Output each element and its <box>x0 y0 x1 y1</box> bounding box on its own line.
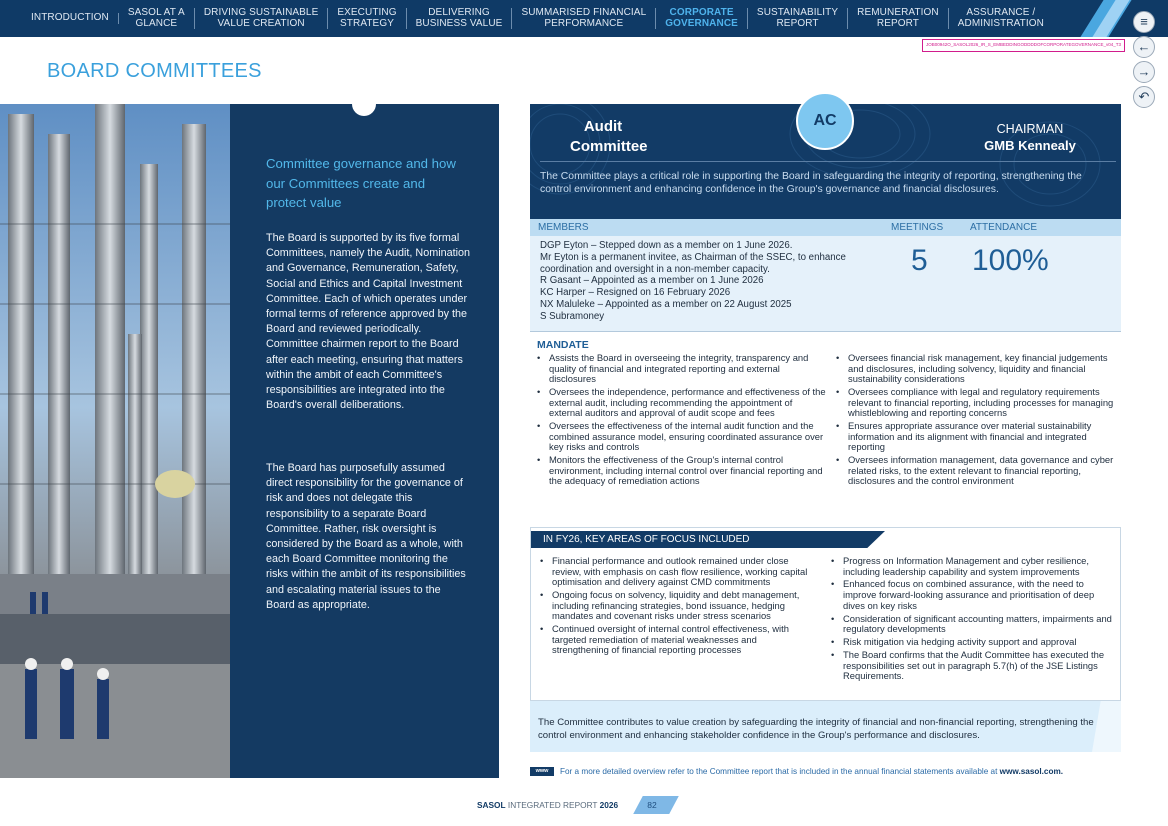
panel-heading: Committee governance and how our Committees create and protect value <box>266 156 456 210</box>
members-header-bar <box>530 219 1121 236</box>
page-number: 82 <box>647 800 657 810</box>
member-line: KC Harper – Resigned on 16 February 2026 <box>540 287 731 299</box>
list-item: • The Board confirms that the Audit Committee has executed the responsibilities set out in paragraph 5.7(h) of the JSE Listings Requirements. <box>831 650 1113 682</box>
chairman-role: CHAIRMAN <box>996 122 1064 136</box>
member-line: Mr Eyton is a permanent invitee, as Chairman of the SSEC, to enhance <box>540 251 846 263</box>
mandate-title: MANDATE <box>537 339 589 351</box>
nav-item-2[interactable]: DRIVING SUSTAINABLE VALUE CREATION <box>195 8 329 29</box>
list-item: • Oversees the effectiveness of the internal audit function and the combined assurance model, ensuring coordinated assurance over key risks and controls <box>537 421 827 453</box>
arrow-left-icon: ← <box>1137 39 1151 54</box>
footer-label: INTEGRATED REPORT <box>505 800 600 810</box>
member-line: coordination and oversight in a non-member capacity. <box>540 263 770 275</box>
return-button[interactable] <box>1133 86 1155 108</box>
committee-description: The Committee plays a critical role in supporting the Board in safeguarding the integrity of reporting, strengthening the control environment and enhancing confidence in the Group's governance and financial disclosures. <box>540 171 1082 195</box>
list-item: • Monitors the effectiveness of the Group's internal control environment, including internal control over financial reporting and the adequacy of remediation actions <box>537 455 827 487</box>
focus-list-right <box>831 556 1113 684</box>
www-note-text: For a more detailed overview refer to the Committee report that is included in the annual financial statements available at <box>560 767 1000 776</box>
panel-paragraph-2: The Board has purposefully assumed direct responsibility for the governance of risk and does not delegate this responsibility to a separate Board Committee. Rather, risk oversight is considered by the Board as a whole, with each Board Committee monitoring the risks within the ambit of its responsibilities and escalating material issues to the Board as appropriate. <box>266 462 466 611</box>
focus-list-left <box>540 556 810 658</box>
list-item: • Ongoing focus on solvency, liquidity and debt management, including refinancing strategies, bond issuance, hedging mandates and covenant risks under stress scenarios <box>540 590 810 622</box>
refinery-illustration <box>0 104 230 778</box>
refinery-photo <box>0 104 230 778</box>
top-navigation <box>0 0 1168 37</box>
header-divider <box>540 161 1116 162</box>
chairman-name: GMB Kennealy <box>984 138 1076 153</box>
list-item: • Oversees financial risk management, key financial judgements and disclosures, including solvency, liquidity and financial sustainability considerations <box>836 353 1118 385</box>
nav-item-6[interactable]: CORPORATE GOVERNANCE <box>656 8 748 29</box>
list-item: • Enhanced focus on combined assurance, with the need to improve forward-looking assurance and prioritisation of deep dives on key risks <box>831 579 1113 611</box>
list-item: • Financial performance and outlook remained under close review, with emphasis on cash flow resilience, working capital optimisation and delivery against CMD commitments <box>540 556 810 588</box>
committee-badge: AC <box>796 92 854 150</box>
member-line: DGP Eyton – Stepped down as a member on 1 June 2026. <box>540 240 793 251</box>
forward-button[interactable] <box>1133 61 1155 83</box>
mandate-list-left <box>537 353 827 489</box>
return-icon: ↶ <box>1138 89 1150 104</box>
nav-item-1[interactable]: SASOL AT A GLANCE <box>119 8 195 29</box>
members-label: MEMBERS <box>538 222 589 233</box>
list-item: • Assists the Board in overseeing the integrity, transparency and quality of financial and integrated reporting and external disclosures <box>537 353 827 385</box>
nav-items <box>0 0 1053 37</box>
attendance-label: ATTENDANCE <box>970 222 1038 233</box>
nav-item-5[interactable]: SUMMARISED FINANCIAL PERFORMANCE <box>512 8 656 29</box>
nav-item-0[interactable]: INTRODUCTION <box>22 13 119 24</box>
list-item: • Oversees compliance with legal and regulatory requirements relevant to financial reporting, including processes for managing whistleblowing and reporting concerns <box>836 387 1118 419</box>
governance-panel <box>230 104 499 778</box>
www-link[interactable]: www.sasol.com. <box>999 767 1064 776</box>
list-item: • Progress on Information Management and cyber resilience, including leadership capability and system improvements <box>831 556 1113 577</box>
list-item: • Continued oversight of internal control effectiveness, with targeted remediation of material weaknesses and strengthening of financial reporting processes <box>540 624 810 656</box>
member-line: NX Maluleke – Appointed as a member on 22 August 2025 <box>540 299 792 310</box>
nav-item-8[interactable]: REMUNERATION REPORT <box>848 8 949 29</box>
www-badge: www <box>530 767 554 776</box>
attendance-value: 100% <box>972 244 1049 277</box>
member-line: R Gasant – Appointed as a member on 1 June 2026 <box>540 275 764 287</box>
footer <box>477 800 618 810</box>
committee-name: Audit Committee <box>570 118 648 155</box>
panel-paragraph-1: The Board is supported by its five formal Committees, namely the Audit, Nomination and Governance, Remuneration, Safety, Social and Ethics and Capital Investment Committee. Each of which operates under formal terms of reference approved by the Board and reviewed periodically. Committee chairmen report to the Board after each meeting, ensuring that matters within the ambit of each Committee's responsibilities are integrated into the Board's overall deliberations. <box>266 232 471 412</box>
nav-item-9[interactable]: ASSURANCE / ADMINISTRATION <box>957 7 1044 29</box>
meetings-count: 5 <box>911 244 928 277</box>
www-note <box>560 767 1063 776</box>
menu-icon: ≡ <box>1140 14 1148 29</box>
menu-button[interactable] <box>1133 11 1155 33</box>
page-title: BOARD COMMITTEES <box>47 60 262 82</box>
list-item: • Consideration of significant accounting matters, impairments and regulatory developments <box>831 614 1113 635</box>
nav-item-4[interactable]: DELIVERING BUSINESS VALUE <box>407 8 513 29</box>
mandate-list-right <box>836 353 1118 489</box>
list-item: • Ensures appropriate assurance over material sustainability information and its alignment with financial and integrated reporting <box>836 421 1118 453</box>
focus-title: IN FY26, KEY AREAS OF FOCUS INCLUDED <box>543 534 750 545</box>
list-item: • Risk mitigation via hedging activity support and approval <box>831 637 1113 648</box>
list-item: • Oversees the independence, performance and effectiveness of the external audit, including recommending the appointment of external auditors and approval of audit scope and fees <box>537 387 827 419</box>
nav-item-3[interactable]: EXECUTING STRATEGY <box>328 8 406 29</box>
meetings-label: MEETINGS <box>891 222 944 233</box>
list-item: • Oversees information management, data governance and cyber related risks, to the extent relevant to financial reporting, disclosures and the control environment <box>836 455 1118 487</box>
arrow-right-icon: → <box>1137 64 1151 79</box>
summary-text: The Committee contributes to value creation by safeguarding the integrity of financial and non-financial reporting, strengthening the control environment and enhancing stakeholder confidence in the Group's performance and disclosures. <box>538 717 1094 741</box>
back-button[interactable] <box>1133 36 1155 58</box>
footer-brand: SASOL <box>477 800 506 810</box>
member-line: S Subramoney <box>540 310 605 322</box>
job-reference-code: JOB00942O_SASOL2026_IR_S_EMBEDDINGODDDDOFCORPORATEGOVERNANCE_v04_T3 <box>922 39 1125 52</box>
footer-year: 2026 <box>599 800 619 810</box>
nav-item-7[interactable]: SUSTAINABILITY REPORT <box>748 8 848 29</box>
